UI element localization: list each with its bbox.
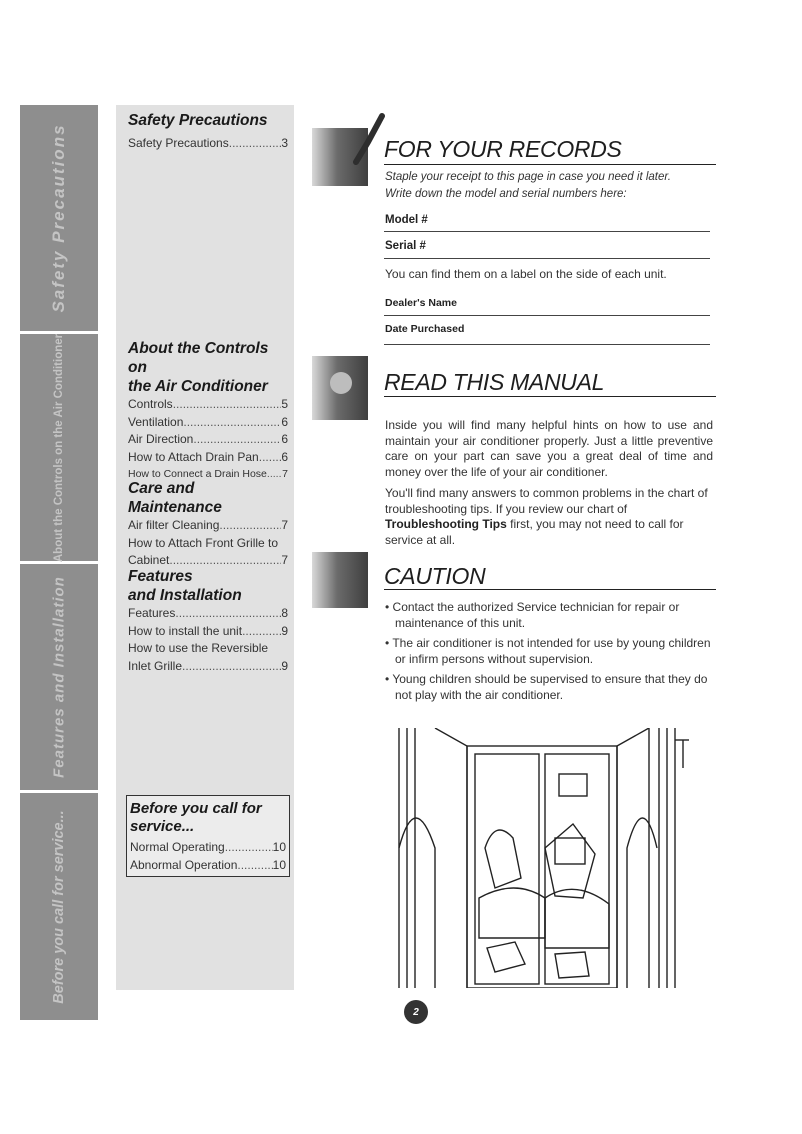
toc-entry[interactable]: Controls ..... 5 bbox=[128, 396, 288, 414]
toc-section-care bbox=[128, 479, 288, 570]
model-field[interactable] bbox=[384, 231, 710, 232]
caution-list bbox=[385, 600, 715, 708]
toc-heading: Safety Precautions bbox=[128, 112, 268, 129]
toc-entry[interactable]: Safety Precautions ..... 3 bbox=[128, 135, 288, 153]
toc-section-safety bbox=[128, 111, 288, 153]
title-rule bbox=[384, 396, 716, 397]
dealer-field[interactable] bbox=[384, 315, 710, 316]
toc-entry[interactable]: Normal Operating ..... 10 bbox=[130, 839, 286, 857]
side-tabs bbox=[20, 105, 98, 1020]
caution-graphic bbox=[312, 552, 368, 608]
side-tab-label: Before you call for service... bbox=[51, 809, 67, 1004]
manual-title: READ THIS MANUAL bbox=[384, 369, 605, 395]
toc-entry[interactable]: Features ..... 8 bbox=[128, 605, 288, 623]
manual-paragraph: Inside you will find many helpful hints on how to use and maintain your air conditioner properly. Just a little preventive care on your part can save you a great deal of time and money over the life of your air conditioner. bbox=[385, 418, 713, 479]
toc-entry[interactable]: Inlet Grille ..... 9 bbox=[128, 658, 288, 676]
toc-entry[interactable]: How to Attach Front Grille to bbox=[128, 535, 279, 550]
date-field[interactable] bbox=[384, 344, 710, 345]
records-title: FOR YOUR RECORDS bbox=[384, 136, 622, 162]
toc-heading: the Air Conditioner bbox=[128, 378, 268, 395]
toc-entry[interactable]: Air filter Cleaning ..... 7 bbox=[128, 517, 288, 535]
toc-entry[interactable]: Abnormal Operation ..... 10 bbox=[130, 857, 286, 875]
toc-heading: Features bbox=[128, 568, 193, 585]
dealer-label: Dealer's Name bbox=[385, 297, 457, 309]
magnifier-icon bbox=[330, 372, 352, 394]
side-tab-label: Features and Installation bbox=[50, 576, 68, 778]
caution-item: • Young children should be supervised to ensure that they do not play with the air conditioner. bbox=[385, 672, 708, 702]
manual-paragraph: You'll find many answers to common problems in the chart of troubleshooting tips. If you review our chart of Troubleshooting Tips first, you may not need to call for service at all. bbox=[385, 486, 708, 547]
table-of-contents bbox=[116, 105, 294, 990]
caution-item: • The air conditioner is not intended for use by young children or infirm persons without supervision. bbox=[385, 636, 711, 666]
toc-entry[interactable]: How to install the unit ..... 9 bbox=[128, 623, 288, 641]
caution-title: CAUTION bbox=[384, 563, 486, 589]
label-location-note: You can find them on a label on the side of each unit. bbox=[385, 267, 667, 281]
records-intro: Staple your receipt to this page in case you need it later. Write down the model and serial numbers here: bbox=[385, 171, 671, 200]
page-number-badge: 2 bbox=[404, 1000, 428, 1024]
toc-section-controls bbox=[128, 339, 288, 484]
toc-heading: About the Controls on bbox=[128, 340, 269, 376]
toc-entry[interactable]: How to Connect a Drain Hose ..... 7 bbox=[128, 466, 288, 484]
toc-entry[interactable]: How to Attach Drain Pan ..... 6 bbox=[128, 449, 288, 467]
toc-heading: Care and Maintenance bbox=[128, 480, 222, 516]
caution-item: • Contact the authorized Service technician for repair or maintenance of this unit. bbox=[385, 600, 680, 630]
toc-entry[interactable]: Cabinet ..... 7 bbox=[128, 552, 288, 570]
title-rule bbox=[384, 164, 716, 165]
side-tab-label: About the Controls on the Air Conditioner bbox=[53, 333, 65, 562]
toc-heading: Before you call for bbox=[130, 800, 262, 817]
side-tab-service[interactable] bbox=[20, 793, 98, 1020]
side-tab-label: Safety Precautions bbox=[49, 123, 68, 313]
family-room-illustration bbox=[395, 728, 695, 988]
toc-section-features bbox=[128, 567, 288, 675]
side-tab-features[interactable] bbox=[20, 564, 98, 793]
title-rule bbox=[384, 589, 716, 590]
toc-section-service bbox=[126, 795, 290, 877]
side-tab-safety[interactable] bbox=[20, 105, 98, 334]
checkmark-icon bbox=[352, 112, 388, 172]
toc-heading: service... bbox=[130, 818, 195, 835]
date-label: Date Purchased bbox=[385, 323, 465, 335]
serial-label: Serial # bbox=[385, 240, 426, 252]
toc-entry[interactable]: How to use the Reversible bbox=[128, 641, 269, 655]
toc-entry[interactable]: Ventilation ..... 6 bbox=[128, 414, 288, 432]
toc-heading: and Installation bbox=[128, 587, 242, 604]
model-label: Model # bbox=[385, 214, 428, 226]
toc-entry[interactable]: Air Direction ..... 6 bbox=[128, 431, 288, 449]
side-tab-controls[interactable] bbox=[20, 334, 98, 564]
serial-field[interactable] bbox=[384, 258, 710, 259]
